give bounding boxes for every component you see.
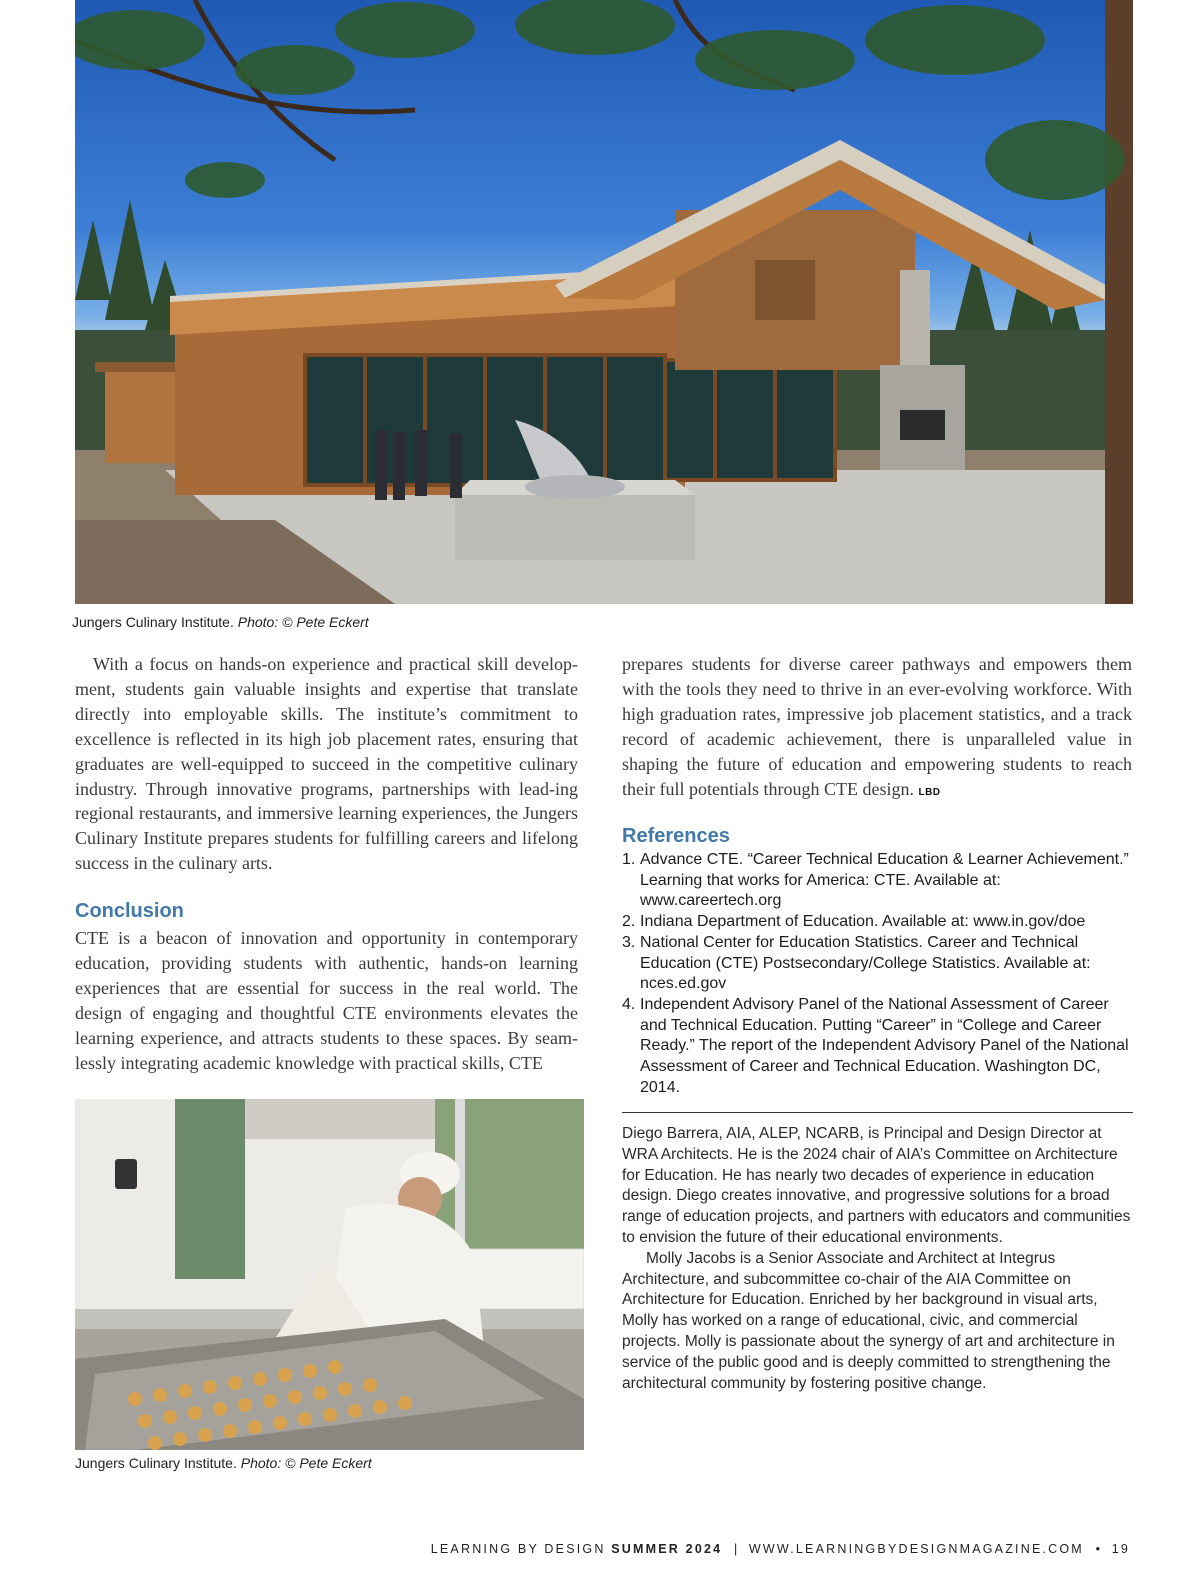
reference-text: Independent Advisory Panel of the National Assessment of Career and Technical Education. Putting “Career” in “College and Career Ready.” The report of the Independent Advisory Panel of the National Assessment of Career and Technical Education. Washington DC, 2014.: [640, 995, 1129, 1096]
conclusion-paragraph: CTE is a beacon of innovation and opportunity in contemporary education, providing students with authentic, hands-on learning experiences that are essential for success in the real world. The design of engaging and thoughtful CTE environments elevates the learning experience, and attracts students to these spaces. By seam-lessly integrating academic knowledge with practical skills, CTE: [75, 928, 578, 1073]
conclusion-heading: Conclusion: [75, 900, 184, 922]
page-footer: [431, 1542, 1130, 1556]
reference-item: [622, 850, 1134, 912]
bio-divider: [622, 1112, 1133, 1113]
bio-diego: Diego Barrera, AIA, ALEP, NCARB, is Principal and Design Director at WRA Architects. He is the 2024 chair of AIA’s Committee on Architecture for Education. He has nearly two decades of experience in education design. Diego creates innovative, and progressive solutions for a broad range of education projects, and partners with educators and communities to envision the future of their educational environments.: [622, 1125, 1131, 1246]
footer-bullet: •: [1095, 1542, 1100, 1556]
references-heading: References: [622, 825, 730, 847]
references-list: [622, 850, 1134, 1098]
chef-photo-icon: [75, 1099, 584, 1450]
conclusion-block: [75, 926, 578, 1075]
footer-issue: SUMMER 2024: [611, 1542, 723, 1556]
building-photo-icon: [75, 0, 1133, 604]
hero-caption-text: Jungers Culinary Institute.: [72, 614, 234, 630]
reference-text: National Center for Education Statistics. Career and Technical Education (CTE) Postsecondary/College Statistics. Available at: nces.ed.gov: [640, 933, 1091, 993]
footer-divider: |: [733, 1542, 738, 1556]
footer-page-number: 19: [1111, 1542, 1130, 1556]
reference-item: [622, 912, 1134, 933]
left-column: [75, 652, 578, 876]
kitchen-caption-credit: Photo: © Pete Eckert: [240, 1455, 372, 1471]
footer-website: WWW.LEARNINGBYDESIGNMAGAZINE.COM: [748, 1542, 1084, 1556]
reference-number: 3.: [622, 933, 636, 951]
lbd-end-mark: LBD: [918, 786, 941, 798]
hero-caption: [72, 614, 369, 630]
footer-magazine: LEARNING BY DESIGN: [430, 1542, 606, 1556]
right-column: [622, 652, 1132, 805]
reference-item: [622, 995, 1134, 1099]
reference-number: 4.: [622, 995, 636, 1013]
continued-paragraph: [622, 652, 1132, 805]
hero-photo: [75, 0, 1133, 604]
reference-text: Advance CTE. “Career Technical Education & Learner Achievement.” Learning that works for America: CTE. Available at: www.careertech.org: [640, 851, 1129, 910]
author-bios: [622, 1124, 1133, 1394]
kitchen-photo: [75, 1099, 584, 1450]
hero-caption-credit: Photo: © Pete Eckert: [237, 614, 369, 630]
kitchen-caption: [75, 1455, 372, 1471]
reference-text: Indiana Department of Education. Available at: www.in.gov/doe: [640, 913, 1086, 931]
kitchen-caption-text: Jungers Culinary Institute.: [75, 1455, 237, 1471]
reference-item: [622, 933, 1134, 995]
bio-molly: Molly Jacobs is a Senior Associate and Architect at Integrus Architecture, and subcommittee co-chair of the AIA Committee on Architecture for Education. Enriched by her background in visual arts, Molly has worked on a range of educational, civic, and commercial projects. Molly is passionate about the synergy of art and architecture in service of the public good and is deeply committed to strengthening the architectural community by fostering positive change.: [622, 1249, 1115, 1392]
reference-number: 1.: [622, 851, 636, 868]
intro-paragraph: With a focus on hands-on experience and practical skill develop-ment, students gain valuable insights and expertise that translate directly into employable skills. The institute’s commitment to excellence is reflected in its high job placement rates, ensuring that graduates are well-equipped to succeed in the competitive culinary industry. Through innovative programs, partnerships with lead-ing regional restaurants, and immersive learning experiences, the Jungers Culinary Institute prepares students for fulfilling careers and lifelong success in the culinary arts.: [75, 654, 578, 874]
reference-number: 2.: [622, 913, 636, 931]
continued-paragraph-text: prepares students for diverse career pathways and empowers them with the tools they need to thrive in an ever-evolving workforce. With high graduation rates, impressive job placement statistics, and a track record of academic achievement, there is unparalleled value in shaping the future of education and empowering students to reach their full potentials through CTE design.: [622, 654, 1132, 799]
